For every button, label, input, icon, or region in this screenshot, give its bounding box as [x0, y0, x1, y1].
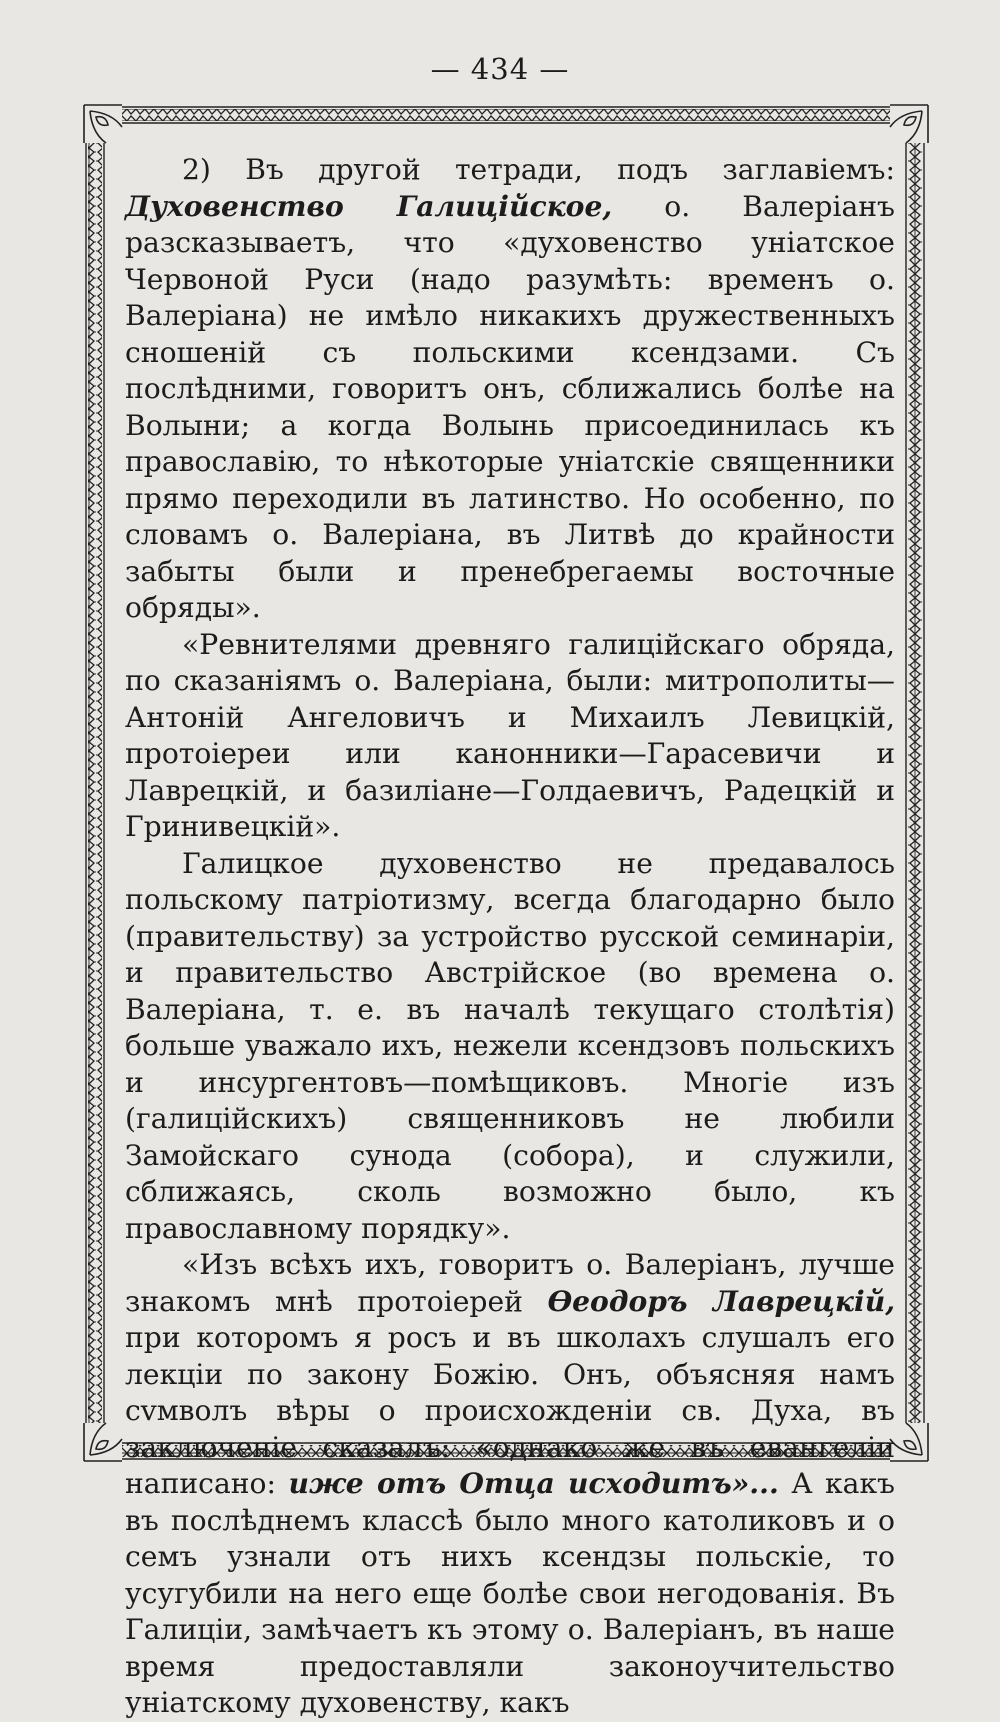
text-run: Галицкое духовенство не предавалось польскому патріотизму, всегда благодарно было (правительству) за устройство русской семинаріи, и правительство Австрійское (во времена о. Валеріана, т. е. въ началѣ текущаго столѣтія) больше уважало ихъ, нежели ксендзовъ польскихъ и инсургентовъ—помѣщиковъ. Многіе изъ (галиційскихъ) священниковъ не любили Замойскаго сунода (собора), и служили, сближаясь, сколь возможно было, къ православному порядку».: [125, 846, 895, 1245]
text-run: «Ревнителями древняго галиційскаго обряда, по сказаніямъ о. Валеріана, были: митрополиты—Антоній Ангеловичъ и Михаилъ Левицкій, протоіереи или канонники—Гарасевичи и Лаврецкій, и базиліане—Голдаевичъ, Радецкій и Гринивецкій».: [125, 627, 895, 843]
italic-quote: иже отъ Отца исходитъ»...: [288, 1467, 779, 1500]
paragraph-4: [125, 1247, 895, 1722]
paragraph-3: [125, 846, 895, 1248]
text-run: 2) Въ другой тетради, подъ заглавіемъ:: [182, 153, 895, 186]
italic-title: Духовенство Галиційское,: [125, 189, 613, 223]
text-run: А какъ въ послѣднемъ классѣ было много католиковъ и о семъ узнали отъ нихъ ксендзы польскіе, то усугубили на него еще болѣе свои негодованія. Въ Галиціи, замѣчаетъ къ этому о. Валеріанъ, въ наше время предоставляли законоучительство уніатскому духовенству, какъ: [125, 1467, 895, 1719]
text-run: о. Валеріанъ разсказываетъ, что «духовенство уніатское Червоной Руси (надо разумѣть: временъ о. Валеріана) не имѣло никакихъ дружественныхъ сношеній съ польскими ксендзами. Съ послѣдними, говоритъ онъ, сближались болѣе на Волыни; а когда Волынь присоединилась къ православію, то нѣкоторые уніатскіе священники прямо переходили въ латинство. Но особенно, по словамъ о. Валеріана, въ Литвѣ до крайности забыты были и пренебрегаемы восточные обряды».: [125, 189, 895, 624]
text-run: «Изъ всѣхъ ихъ, говоритъ о. Валеріанъ, лучше знакомъ мнѣ протоіерей: [125, 1248, 895, 1318]
paragraph-1: [125, 152, 895, 627]
paragraph-2: [125, 627, 895, 846]
page-number: — 434 —: [430, 52, 570, 86]
italic-name: Ѳеодоръ Лаврецкій,: [547, 1284, 896, 1318]
body-text: [125, 152, 895, 1722]
text-run: при которомъ я росъ и въ школахъ слушалъ его лекціи по закону Божію. Онъ, объясняя намъ сvмволъ вѣры о происхожденіи св. Духа, въ заключеніе сказалъ: «однако же въ евангеліи написано:: [125, 1321, 895, 1500]
